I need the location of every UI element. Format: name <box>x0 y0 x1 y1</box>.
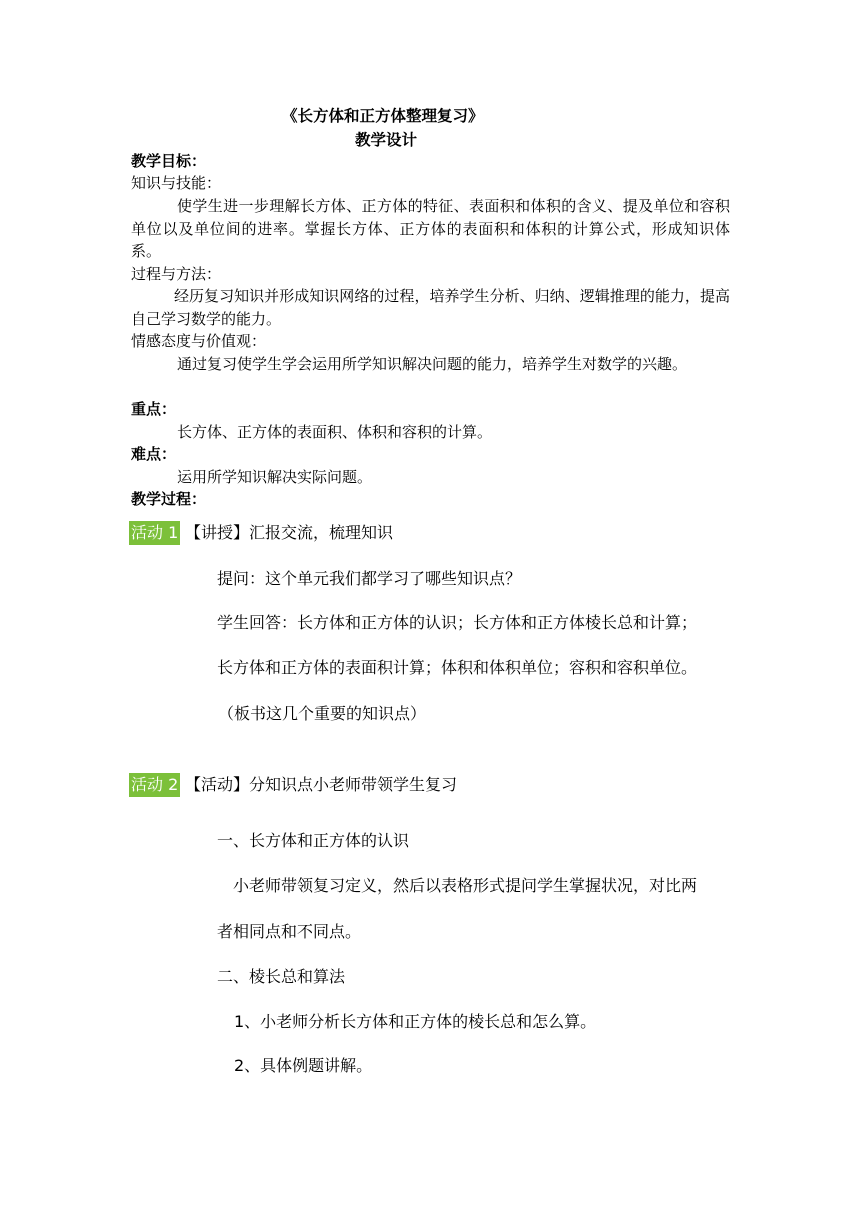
activity-1-note: （板书这几个重要的知识点） <box>218 704 427 723</box>
key-point-label: 重点： <box>131 400 177 418</box>
activity-2-title: 【活动】分知识点小老师带领学生复习 <box>185 775 458 794</box>
section-2-heading: 二、棱长总和算法 <box>217 967 346 986</box>
process-method-text: 经历复习知识并形成知识网络的过程，培养学生分析、归纳、逻辑推理的能力，提高自己学习数学的能力。 <box>131 287 730 328</box>
activity-1-answer-line2: 长方体和正方体的表面积计算；体积和体积单位；容积和容积单位。 <box>217 658 698 677</box>
activity-1-answer-line1: 学生回答：长方体和正方体的认识；长方体和正方体棱长总和计算； <box>217 613 698 632</box>
difficulty-label: 难点： <box>131 445 177 463</box>
knowledge-skills-text: 使学生进一步理解长方体、正方体的特征、表面积和体积的含义、提及单位和容积单位以及单位间的进率。掌握长方体、正方体的表面积和体积的计算公式，形成知识体系。 <box>131 197 730 260</box>
section-2-item-2: 2、具体例题讲解。 <box>234 1056 373 1075</box>
section-1-line1: 小老师带领复习定义，然后以表格形式提问学生掌握状况，对比两 <box>233 876 698 895</box>
objectives-heading: 教学目标： <box>131 152 207 170</box>
section-1-heading: 一、长方体和正方体的认识 <box>217 831 410 850</box>
difficulty-text: 运用所学知识解决实际问题。 <box>177 468 373 486</box>
activity-1-title: 【讲授】汇报交流，梳理知识 <box>185 523 394 542</box>
process-method-label: 过程与方法： <box>131 265 222 283</box>
attitude-label: 情感态度与价值观： <box>131 332 267 350</box>
activity-2-tag: 活动 2 <box>129 773 180 797</box>
activity-1-tag: 活动 1 <box>129 521 180 545</box>
document-title: 《长方体和正方体整理复习》 <box>282 106 484 125</box>
key-point-text: 长方体、正方体的表面积、体积和容积的计算。 <box>177 423 493 441</box>
document-subtitle: 教学设计 <box>355 130 418 149</box>
activity-1-question: 提问：这个单元我们都学习了哪些知识点？ <box>217 569 522 588</box>
knowledge-skills-label: 知识与技能： <box>131 174 222 192</box>
attitude-text: 通过复习使学生学会运用所学知识解决问题的能力，培养学生对数学的兴趣。 <box>177 355 688 373</box>
process-heading: 教学过程： <box>131 490 207 508</box>
section-2-item-1: 1、小老师分析长方体和正方体的棱长总和怎么算。 <box>234 1012 597 1031</box>
section-1-line2: 者相同点和不同点。 <box>217 922 362 941</box>
